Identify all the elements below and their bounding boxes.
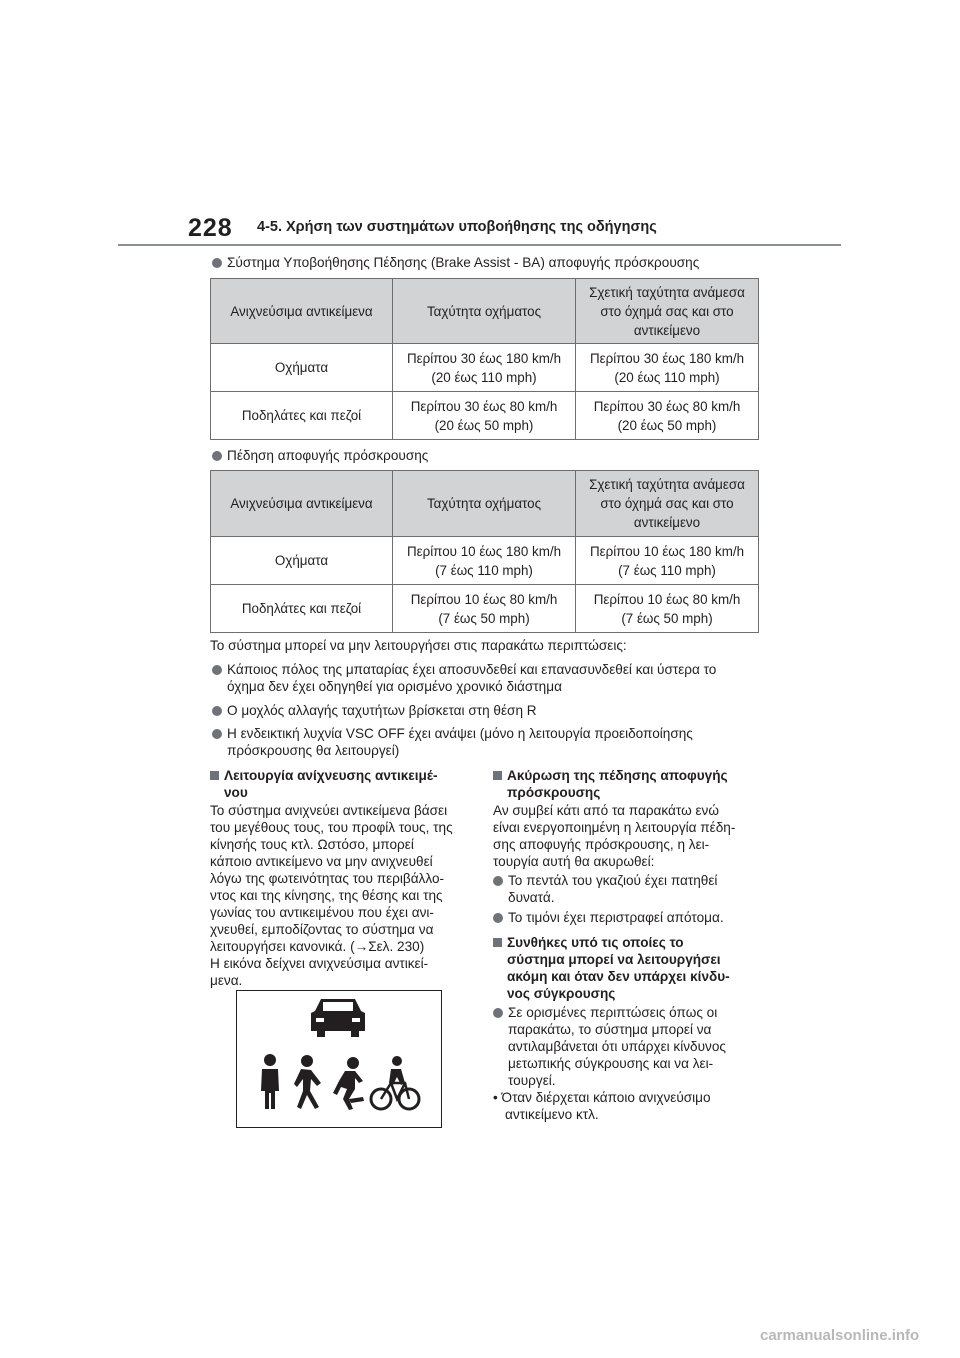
table2-header-relative: Σχετική ταχύτητα ανάμεσα στο όχημά σας και στο αντικείμενο xyxy=(576,471,759,537)
detectable-objects-illustration xyxy=(237,991,441,1127)
bullet-icon xyxy=(212,258,222,268)
table1 xyxy=(210,278,759,440)
table-row: Ποδηλάτες και πεζοί Περίπου 10 έως 80 km/h (7 έως 50 mph) Περίπου 10 έως 80 km/h (7 έως 50 mph) xyxy=(211,585,759,633)
list-item: Κάποιος πόλος της μπαταρίας έχει αποσυνδεθεί και επανασυνδεθεί και ύστερα το όχημα δεν έχει οδηγηθεί για ορισμένο χρονικό διάστημα xyxy=(212,661,716,695)
heading-object-detection: Λειτουργία ανίχνευσης αντικειμέ- νου xyxy=(210,767,438,801)
bullet-icon xyxy=(212,706,222,716)
bullet-icon xyxy=(212,665,222,675)
table1-header-speed: Ταχύτητα οχήματος xyxy=(393,279,576,344)
bullet-icon xyxy=(493,913,503,923)
table2 xyxy=(210,470,759,633)
square-bullet-icon xyxy=(210,771,219,780)
table-row: Οχήματα Περίπου 10 έως 180 km/h (7 έως 110 mph) Περίπου 10 έως 180 km/h (7 έως 110 mph) xyxy=(211,537,759,585)
page-number: 228 xyxy=(188,214,233,242)
car-icon xyxy=(311,999,365,1037)
object-detection-text: Το σύστημα ανιχνεύει αντικείμενα βάσει του μεγέθους τους, του προφίλ τους, της κίνησής τους κτλ. Ωστόσο, μπορεί κάποιο αντικείμενο να μην ανιχνευθεί λόγω της φωτεινότητας του περιβάλλο- ντος και της κίνησης, της θέσης και της γωνίας του αντικειμένου που έχει ανι- χνευθεί, εμποδίζοντας το σύστημα να λειτουργήσει κανονικά. (→Σελ. 230) Η εικόνα δείχνει ανιχνεύσιμα αντικεί- μενα. xyxy=(210,803,453,988)
cancel-braking-text: Αν συμβεί κάτι από τα παρακάτω ενώ είναι ενεργοποιημένη η λειτουργία πέδη- σης αποφυγής πρόσκρουσης, η λει- τουργία αυτή θα ακυρωθεί: xyxy=(493,803,736,869)
square-bullet-icon xyxy=(493,771,502,780)
table2-header-objects: Ανιχνεύσιμα αντικείμενα xyxy=(211,471,393,537)
table1-header-relative: Σχετική ταχύτητα ανάμεσα στο όχημά σας και στο αντικείμενο xyxy=(576,279,759,344)
cyclist-icon xyxy=(371,1056,419,1109)
table1-caption: Σύστημα Υποβοήθησης Πέδησης (Brake Assist - BA) αποφυγής πρόσκρουσης xyxy=(212,254,699,271)
pedestrian-running-icon xyxy=(333,1057,364,1110)
square-bullet-icon xyxy=(493,938,502,947)
list-item: Το τιμόνι έχει περιστραφεί απότομα. xyxy=(493,909,724,926)
conditions-intro: Το σύστημα μπορεί να μην λειτουργήσει στις παρακάτω περιπτώσεις: xyxy=(210,638,627,653)
pedestrian-walking-icon xyxy=(294,1055,321,1109)
bullet-icon xyxy=(212,729,222,739)
list-item: Σε ορισμένες περιπτώσεις όπως οι παρακάτω, το σύστημα μπορεί να αντιλαμβάνεται ότι υπάρχει κίνδυνος μετωπικής σύγκρουσης και να λει- τουργεί. xyxy=(493,1004,726,1089)
sub-list-item: • Όταν διέρχεται κάποιο ανιχνεύσιμο αντικείμενο κτλ. xyxy=(493,1090,711,1122)
bullet-icon xyxy=(493,1008,503,1018)
watermark: carmanualsonline.info xyxy=(760,1327,920,1344)
bullet-icon xyxy=(212,451,222,461)
table-row: Οχήματα Περίπου 30 έως 180 km/h (20 έως 110 mph) Περίπου 30 έως 180 km/h (20 έως 110 mph) xyxy=(211,344,759,392)
bullet-icon xyxy=(493,876,503,886)
pedestrian-standing-icon xyxy=(261,1054,279,1109)
detectable-objects-figure xyxy=(236,990,442,1128)
heading-conditions: Συνθήκες υπό τις οποίες το σύστημα μπορεί να λειτουργήσει ακόμη και όταν δεν υπάρχει κίνδυ- νος σύγκρουσης xyxy=(493,934,730,1002)
table-row: Ποδηλάτες και πεζοί Περίπου 30 έως 80 km/h (20 έως 50 mph) Περίπου 30 έως 80 km/h (20 έως 50 mph) xyxy=(211,392,759,440)
table2-header-speed: Ταχύτητα οχήματος xyxy=(393,471,576,537)
list-item: Το πεντάλ του γκαζιού έχει πατηθεί δυνατά. xyxy=(493,872,717,906)
section-title: 4-5. Χρήση των συστημάτων υποβοήθησης της οδήγησης xyxy=(257,219,657,235)
heading-cancel-braking: Ακύρωση της πέδησης αποφυγής πρόσκρουσης xyxy=(493,767,728,801)
list-item: Ο μοχλός αλλαγής ταχυτήτων βρίσκεται στη θέση R xyxy=(212,702,537,719)
list-item: Η ενδεικτική λυχνία VSC OFF έχει ανάψει (μόνο η λειτουργία προειδοποίησης πρόσκρουσης θα λειτουργεί) xyxy=(212,725,693,759)
table1-header-objects: Ανιχνεύσιμα αντικείμενα xyxy=(211,279,393,344)
table2-caption: Πέδηση αποφυγής πρόσκρουσης xyxy=(212,447,428,464)
header-divider xyxy=(118,244,841,246)
